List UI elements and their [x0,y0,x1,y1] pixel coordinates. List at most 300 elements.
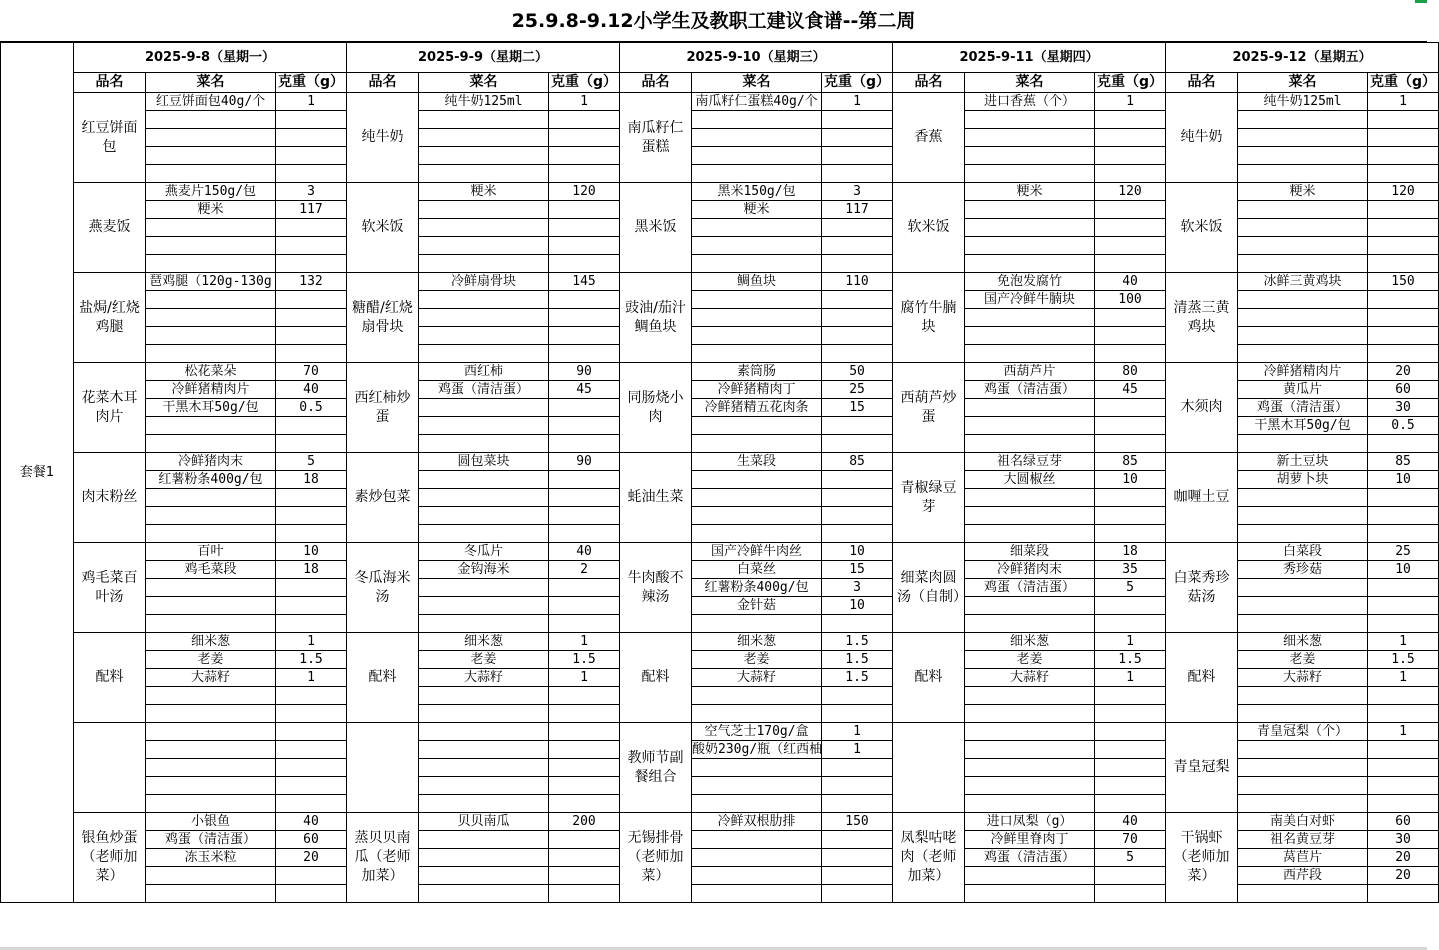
weight-cell [822,291,893,309]
ingredient-cell [692,525,822,543]
weight-cell: 1 [1095,633,1166,651]
weight-cell [1368,111,1439,129]
table-row [1,543,1439,561]
dish-name: 素炒包菜 [347,453,419,543]
set-label: 套餐1 [1,43,74,903]
ingredient-cell: 粳米 [692,201,822,219]
ingredient-cell [692,705,822,723]
weight-cell [1095,741,1166,759]
weight-cell [822,615,893,633]
ingredient-cell [965,723,1095,741]
weight-cell [1095,417,1166,435]
ingredient-cell [419,489,549,507]
weight-cell [1368,489,1439,507]
ingredient-cell [1238,435,1368,453]
ingredient-cell [692,687,822,705]
weight-cell [276,291,347,309]
weight-cell: 0.5 [1368,417,1439,435]
day-header: 2025-9-10（星期三） [620,43,893,73]
ingredient-cell [692,111,822,129]
table-row [1,273,1439,291]
table-row [1,93,1439,111]
ingredient-cell [692,255,822,273]
dish-name [74,723,146,813]
ingredient-cell [965,201,1095,219]
ingredient-cell [965,687,1095,705]
weight-cell [276,579,347,597]
ingredient-cell [146,417,276,435]
weight-cell [549,579,620,597]
weight-cell [1095,345,1166,363]
ingredient-cell [692,471,822,489]
ingredient-cell [146,615,276,633]
weight-cell [549,741,620,759]
ingredient-cell [419,507,549,525]
weight-cell [1095,525,1166,543]
ingredient-cell [146,327,276,345]
ingredient-cell: 金针菇 [692,597,822,615]
day-header: 2025-9-8（星期一） [74,43,347,73]
ingredient-cell [1238,885,1368,903]
weight-cell [1368,129,1439,147]
ingredient-cell [692,147,822,165]
dish-name: 配料 [74,633,146,723]
weight-cell: 40 [549,543,620,561]
ingredient-cell [146,525,276,543]
weight-cell: 50 [822,363,893,381]
dish-column-header: 品名 [1166,73,1238,93]
ingredient-cell: 进口凤梨（g） [965,813,1095,831]
ingredient-cell [965,417,1095,435]
weight-cell [1368,237,1439,255]
weight-cell [1095,147,1166,165]
ingredient-cell [419,327,549,345]
weight-cell [549,201,620,219]
weight-cell: 90 [549,453,620,471]
weight-cell [549,165,620,183]
weight-cell [822,345,893,363]
weight-cell [1368,687,1439,705]
ingredient-cell: 鸡蛋（清洁蛋） [419,381,549,399]
weight-column-header: 克重（g） [276,73,347,93]
weight-cell [1095,201,1166,219]
weight-cell [276,129,347,147]
weight-cell: 45 [549,381,620,399]
ingredient-cell: 大蒜籽 [692,669,822,687]
ingredient-cell: 鸡蛋（清洁蛋） [1238,399,1368,417]
ingredient-cell [692,795,822,813]
ingredient-cell [419,849,549,867]
weight-cell [276,489,347,507]
weight-cell: 145 [549,273,620,291]
ingredient-cell: 祖名黄豆芽 [1238,831,1368,849]
ingredient-cell [965,489,1095,507]
ingredient-cell [146,579,276,597]
weight-column-header: 克重（g） [822,73,893,93]
weight-cell [1368,309,1439,327]
ingredient-cell [419,399,549,417]
weight-cell: 1 [1095,669,1166,687]
ingredient-cell: 大蒜籽 [1238,669,1368,687]
ingredient-cell [1238,615,1368,633]
ingredient-cell [419,147,549,165]
dish-name: 西红柿炒蛋 [347,363,419,453]
ingredient-cell [1238,291,1368,309]
weight-cell [276,723,347,741]
dish-name: 糖醋/红烧扇骨块 [347,273,419,363]
weight-cell [276,705,347,723]
ingredient-cell [692,165,822,183]
dish-name: 木须肉 [1166,363,1238,453]
weight-cell [1368,759,1439,777]
weight-cell [276,687,347,705]
weight-cell [1095,507,1166,525]
ingredient-cell [1238,345,1368,363]
weight-cell: 3 [276,183,347,201]
weight-cell: 1 [1368,93,1439,111]
weight-cell: 117 [822,201,893,219]
ingredient-cell [692,867,822,885]
day-header: 2025-9-12（星期五） [1166,43,1439,73]
ingredient-cell [965,615,1095,633]
weight-cell: 1.5 [1095,651,1166,669]
weight-cell: 1 [822,741,893,759]
weight-cell [822,309,893,327]
ingredient-cell [1238,237,1368,255]
ingredient-cell [146,255,276,273]
weight-cell: 1.5 [276,651,347,669]
weight-cell: 117 [276,201,347,219]
weight-cell: 18 [276,471,347,489]
weight-cell: 5 [1095,579,1166,597]
dish-column-header: 品名 [74,73,146,93]
weight-cell [549,417,620,435]
day-header: 2025-9-9（星期二） [347,43,620,73]
ingredient-cell [692,291,822,309]
weight-cell [822,795,893,813]
ingredient-cell: 老姜 [1238,651,1368,669]
weight-cell [822,687,893,705]
ingredient-cell: 老姜 [146,651,276,669]
ingredient-cell [1238,309,1368,327]
ingredient-cell [692,417,822,435]
weight-cell [1368,525,1439,543]
ingredient-cell: 空气芝士170g/盒 [692,723,822,741]
ingredient-cell [692,831,822,849]
ingredient-cell: 鸡毛菜段 [146,561,276,579]
ingredient-cell [1238,759,1368,777]
weight-cell: 5 [276,453,347,471]
weight-cell: 120 [1368,183,1439,201]
ingredient-cell: 莴苣片 [1238,849,1368,867]
weight-cell [1368,597,1439,615]
weight-cell: 85 [1368,453,1439,471]
ingredient-cell [419,345,549,363]
ingredient-cell: 鲷鱼块 [692,273,822,291]
weight-cell [822,111,893,129]
weight-cell: 150 [822,813,893,831]
weight-cell: 100 [1095,291,1166,309]
weight-cell [1095,309,1166,327]
ingredient-cell [419,219,549,237]
ingredient-cell [965,507,1095,525]
ingredient-cell: 圆包菜块 [419,453,549,471]
ingredient-cell [1238,327,1368,345]
ingredient-cell: 鸡蛋（清洁蛋） [965,849,1095,867]
weight-cell [1095,795,1166,813]
weight-cell [276,111,347,129]
ingredient-cell [419,309,549,327]
dish-name: 纯牛奶 [1166,93,1238,183]
ingredient-cell [692,489,822,507]
ingredient-cell [965,129,1095,147]
ingredient-cell [419,597,549,615]
weight-cell [549,471,620,489]
ingredient-cell: 老姜 [965,651,1095,669]
ingredient-cell: 黄瓜片 [1238,381,1368,399]
weight-cell: 120 [549,183,620,201]
ingredient-cell: 进口香蕉（个） [965,93,1095,111]
ingredient-cell [692,759,822,777]
weight-cell [822,129,893,147]
ingredient-cell [419,705,549,723]
weight-cell [1095,327,1166,345]
ingredient-cell: 红薯粉条400g/包 [146,471,276,489]
weight-cell [549,849,620,867]
ingredient-cell: 免泡发腐竹 [965,273,1095,291]
ingredient-cell [965,705,1095,723]
weight-cell [276,795,347,813]
ingredient-cell: 金钩海米 [419,561,549,579]
dish-name: 白菜秀珍菇汤 [1166,543,1238,633]
weight-cell [1095,219,1166,237]
ingredient-cell [419,201,549,219]
dish-name: 黑米饭 [620,183,692,273]
ingredient-cell [146,111,276,129]
dish-name: 豉油/茄汁鲷鱼块 [620,273,692,363]
weight-cell [1368,219,1439,237]
ingredient-cell [965,327,1095,345]
weight-cell: 18 [276,561,347,579]
dish-name: 干锅虾（老师加菜） [1166,813,1238,903]
dish-name: 配料 [347,633,419,723]
weight-cell [276,507,347,525]
ingredient-cell [146,885,276,903]
dish-name: 西葫芦炒蛋 [893,363,965,453]
ingredient-cell [965,111,1095,129]
ingredient-cell [1238,687,1368,705]
weight-cell [1095,723,1166,741]
weight-cell: 1 [1368,723,1439,741]
weight-cell: 10 [276,543,347,561]
ingredient-cell [965,399,1095,417]
ingredient-cell [692,129,822,147]
ingredient-cell [419,795,549,813]
dish-name: 咖喱土豆 [1166,453,1238,543]
weight-cell: 1 [1095,93,1166,111]
ingredient-cell [419,687,549,705]
ingredient-cell [965,525,1095,543]
ingredient-cell: 冷鲜猪精五花肉条 [692,399,822,417]
weight-cell [1368,291,1439,309]
ingredient-cell [965,237,1095,255]
ingredient-cell [419,291,549,309]
ingredient-cell: 白菜丝 [692,561,822,579]
weight-cell [1095,111,1166,129]
ingredient-cell [146,147,276,165]
weight-cell [822,777,893,795]
ingredient-cell: 酸奶230g/瓶（红西柚 [692,742,823,757]
ingredient-cell [146,867,276,885]
weight-cell [549,705,620,723]
ingredient-cell [965,309,1095,327]
ingredient-cell: 干黑木耳50g/包 [1238,417,1368,435]
ingredient-cell: 冷鲜猪精肉片 [1238,363,1368,381]
ingredient-cell [146,237,276,255]
dish-name: 软米饭 [893,183,965,273]
weight-cell [822,849,893,867]
ingredient-cell [965,795,1095,813]
weight-cell [1368,705,1439,723]
dish-name: 凤梨咕咾肉（老师加菜） [893,813,965,903]
ingredient-cell [1238,597,1368,615]
ingredient-cell: 鸡蛋（清洁蛋） [965,579,1095,597]
ingredient-cell [419,255,549,273]
ingredient-cell: 胡萝卜块 [1238,471,1368,489]
dish-name: 牛肉酸不辣汤 [620,543,692,633]
dish-name: 蚝油生菜 [620,453,692,543]
weight-cell: 200 [549,813,620,831]
ingredient-cell [1238,111,1368,129]
ingredient-cell: 冷鲜猪肉末 [146,453,276,471]
weight-cell [1368,795,1439,813]
weight-cell [822,165,893,183]
ingredient-cell [146,219,276,237]
dish-name: 配料 [893,633,965,723]
ingredient-cell [965,597,1095,615]
weight-cell [549,777,620,795]
ingredient-cell: 燕麦片150g/包 [146,183,276,201]
ingredient-cell: 纯牛奶125ml [419,93,549,111]
weight-cell [1095,399,1166,417]
weight-cell [549,759,620,777]
dish-column-header: 品名 [347,73,419,93]
ingredient-cell [419,777,549,795]
ingredient-cell [419,615,549,633]
ingredient-cell [146,687,276,705]
ingredient-cell: 冷鲜里脊肉丁 [965,831,1095,849]
ingredient-column-header: 菜名 [419,73,549,93]
weight-cell [276,345,347,363]
ingredient-cell: 细菜段 [965,543,1095,561]
weight-cell: 1.5 [822,651,893,669]
dish-name: 细菜肉圆汤（自制） [893,543,965,633]
weight-cell [276,237,347,255]
weight-cell: 85 [822,453,893,471]
page-title: 25.9.8-9.12小学生及教职工建议食谱--第二周 [0,0,1427,42]
weight-cell [1095,687,1166,705]
ingredient-cell: 西芹段 [1238,867,1368,885]
ingredient-cell [692,327,822,345]
ingredient-cell [419,741,549,759]
weight-cell: 0.5 [276,399,347,417]
ingredient-cell [1238,795,1368,813]
weight-cell [549,597,620,615]
weight-cell [549,255,620,273]
weight-cell [549,885,620,903]
weight-cell: 1 [276,93,347,111]
weight-cell [1368,165,1439,183]
ingredient-cell [419,471,549,489]
dish-name: 青椒绿豆芽 [893,453,965,543]
weight-cell: 60 [1368,381,1439,399]
ingredient-cell: 贝贝南瓜 [419,813,549,831]
ingredient-cell [965,255,1095,273]
table-row [1,183,1439,201]
ingredient-cell: 冷鲜双根肋排 [692,813,822,831]
ingredient-cell: 老姜 [692,651,822,669]
weight-cell [549,345,620,363]
ingredient-cell [965,435,1095,453]
ingredient-cell [965,759,1095,777]
ingredient-cell: 鸡蛋（清洁蛋） [146,831,276,849]
dish-name: 清蒸三黄鸡块 [1166,273,1238,363]
ingredient-cell: 细米葱 [1238,633,1368,651]
ingredient-cell [1238,129,1368,147]
ingredient-cell: 大蒜籽 [146,669,276,687]
ingredient-cell [146,777,276,795]
ingredient-cell: 粳米 [1238,183,1368,201]
weight-cell [549,327,620,345]
ingredient-cell [419,435,549,453]
weight-cell [549,723,620,741]
ingredient-column-header: 菜名 [692,73,822,93]
weight-cell: 1.5 [822,669,893,687]
ingredient-cell [1238,201,1368,219]
weight-cell [549,237,620,255]
weight-cell: 60 [1368,813,1439,831]
ingredient-cell: 秀珍菇 [1238,561,1368,579]
ingredient-cell: 国产冷鲜牛腩块 [965,291,1095,309]
weight-cell [822,525,893,543]
ingredient-cell [146,345,276,363]
weight-cell [822,885,893,903]
weight-cell: 1.5 [822,633,893,651]
ingredient-cell [146,507,276,525]
ingredient-cell [965,885,1095,903]
weight-cell: 40 [276,381,347,399]
weight-cell: 70 [1095,831,1166,849]
weight-cell [822,255,893,273]
weight-cell: 1 [549,669,620,687]
weight-cell [549,309,620,327]
ingredient-cell [692,885,822,903]
dish-name: 蒸贝贝南瓜（老师加菜） [347,813,419,903]
dish-column-header: 品名 [620,73,692,93]
weight-cell [1368,885,1439,903]
ingredient-cell: 大蒜籽 [965,669,1095,687]
weight-column-header: 克重（g） [549,73,620,93]
weight-cell: 1 [1368,633,1439,651]
dish-name: 香蕉 [893,93,965,183]
ingredient-cell: 冷鲜猪精肉片 [146,381,276,399]
ingredient-cell: 白菜段 [1238,543,1368,561]
dish-column-header: 品名 [893,73,965,93]
ingredient-cell: 青皇冠梨（个） [1238,723,1368,741]
ingredient-cell [146,741,276,759]
ingredient-cell: 鸡蛋（清洁蛋） [965,381,1095,399]
weight-cell [276,777,347,795]
